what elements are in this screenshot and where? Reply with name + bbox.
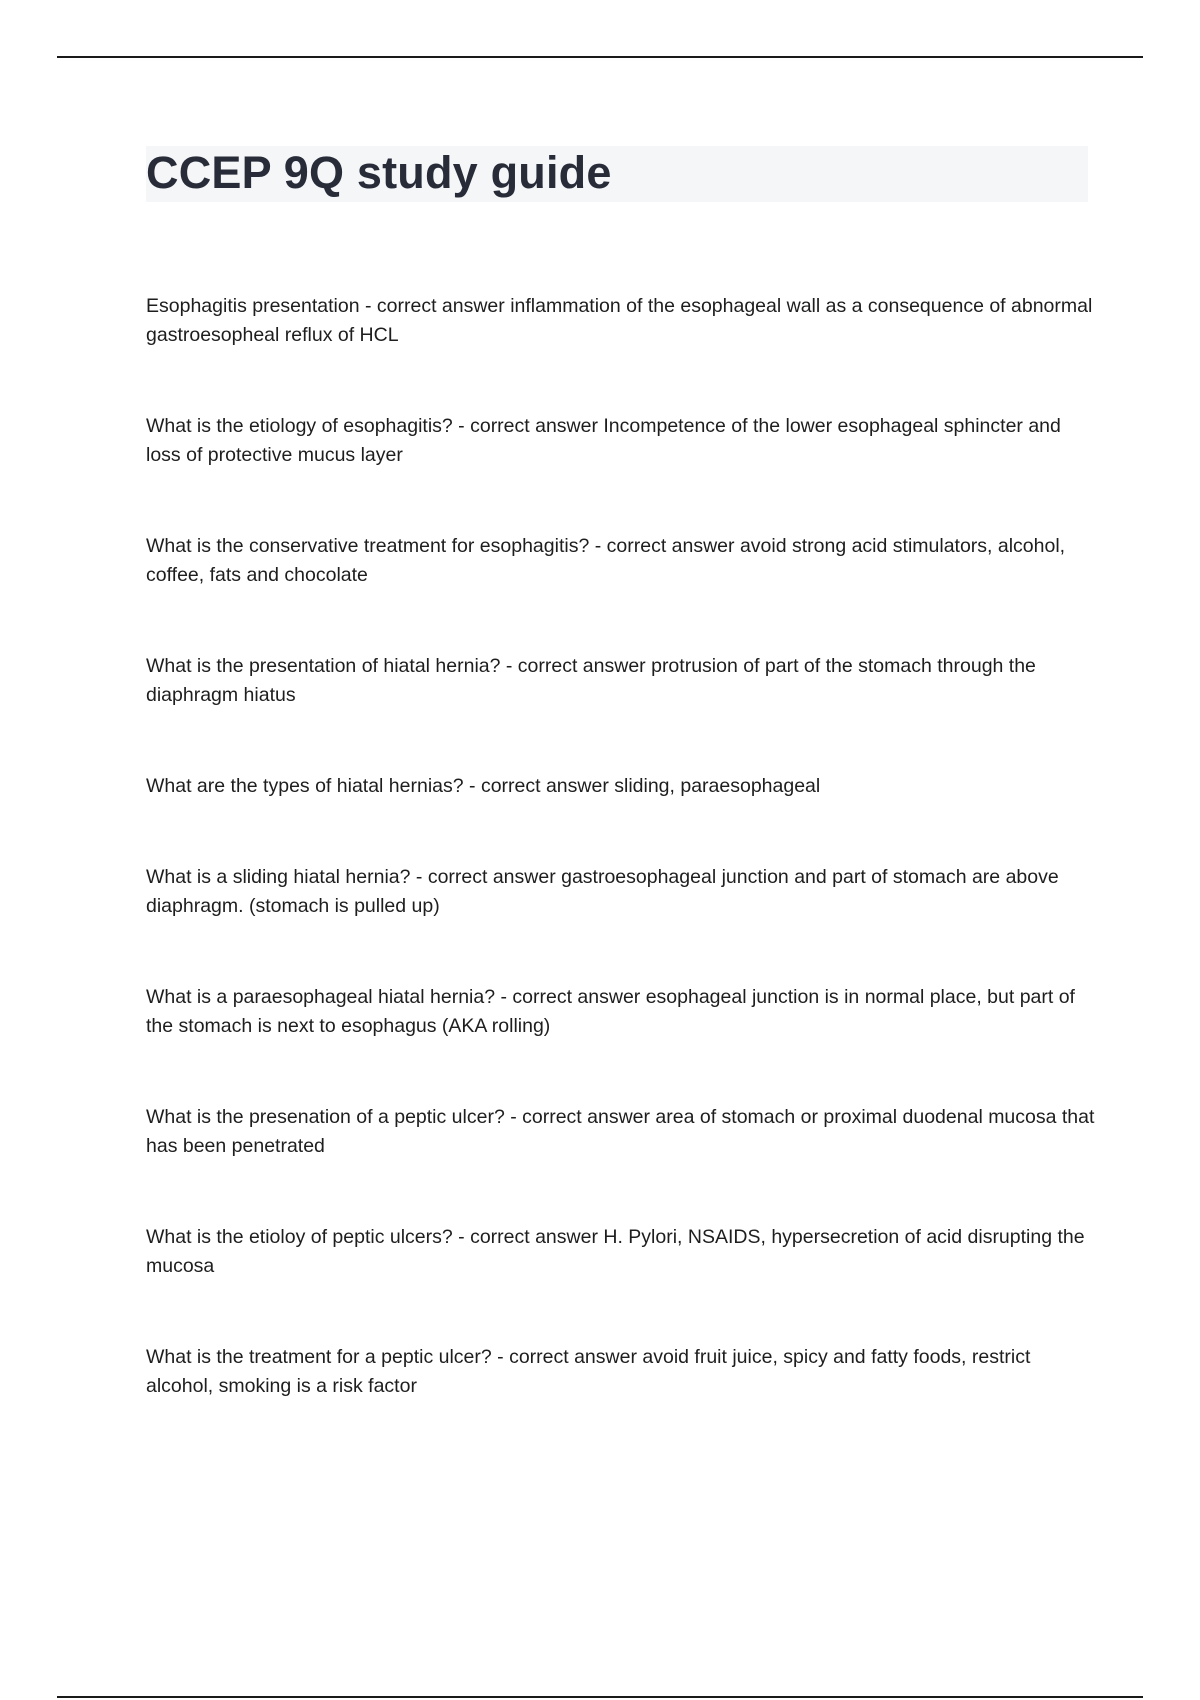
answer-separator: - correct answer [504,1106,656,1128]
answer-separator: - correct answer [410,866,562,888]
question-text: What is the etioloy of peptic ulcers? [146,1226,453,1248]
question-text: What is a sliding hiatal hernia? [146,866,411,888]
answer-separator: - correct answer [463,775,615,797]
answer-text: inflammation of the esophageal wall as a consequence of abnormal gastroesopheal reflux of HCL [146,295,1093,346]
answer-separator: - correct answer [495,986,646,1008]
qa-item [146,652,1096,710]
qa-item [146,532,1096,590]
qa-item [146,772,1096,801]
answer-separator: - correct answer [491,1346,643,1368]
answer-separator: - correct answer [589,535,740,557]
qa-item [146,1223,1096,1281]
answer-text: H. Pylori, NSAIDS, hypersecretion of acid disrupting the mucosa [146,1226,1085,1277]
qa-item [146,983,1096,1041]
answer-separator: - correct answer [359,295,511,317]
page-title: CCEP 9Q study guide [146,147,612,198]
qa-item [146,412,1096,470]
answer-text: gastroesophageal junction and part of stomach are above diaphragm. (stomach is pulled up) [146,866,1059,917]
question-text: What is the etiology of esophagitis? [146,415,453,437]
answer-separator: - correct answer [452,1226,604,1248]
question-text: What is the treatment for a peptic ulcer? [146,1346,492,1368]
answer-text: area of stomach or proximal duodenal mucosa that has been penetrated [146,1106,1095,1157]
question-text: Esophagitis presentation [146,295,360,317]
answer-separator: - correct answer [452,415,604,437]
top-divider [57,56,1143,58]
answer-text: avoid strong acid stimulators, alcohol, coffee, fats and chocolate [146,535,1066,586]
question-text: What is the presentation of hiatal hernia? [146,655,501,677]
qa-item [146,1103,1096,1161]
question-text: What is the conservative treatment for esophagitis? [146,535,590,557]
qa-item [146,863,1096,921]
question-text: What is the presenation of a peptic ulcer? [146,1106,505,1128]
question-text: What are the types of hiatal hernias? [146,775,464,797]
answer-text: avoid fruit juice, spicy and fatty foods, restrict alcohol, smoking is a risk factor [146,1346,1031,1397]
answer-separator: - correct answer [500,655,652,677]
answer-text: Incompetence of the lower esophageal sphincter and loss of protective mucus layer [146,415,1061,466]
qa-item [146,292,1096,350]
qa-item [146,1343,1096,1401]
question-text: What is a paraesophageal hiatal hernia? [146,986,496,1008]
bottom-divider [57,1696,1143,1698]
answer-text: protrusion of part of the stomach through the diaphragm hiatus [146,655,1036,706]
answer-text: esophageal junction is in normal place, but part of the stomach is next to esophagus (AKA rolling) [146,986,1075,1037]
qa-list [146,292,1096,1463]
answer-text: sliding, paraesophageal [614,775,821,797]
